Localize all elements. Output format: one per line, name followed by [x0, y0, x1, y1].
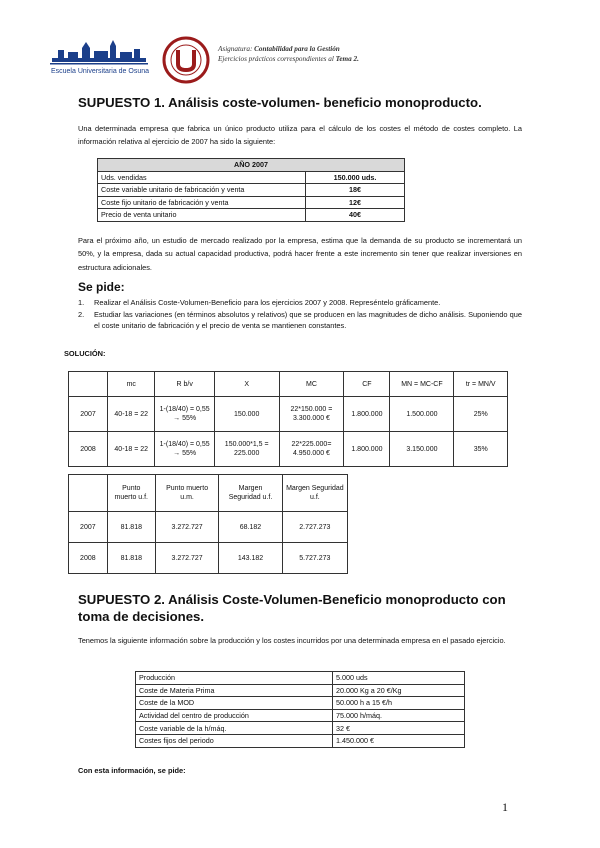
- solution-label: SOLUCIÓN:: [64, 349, 106, 358]
- s1-asks-title: Se pide:: [78, 280, 125, 294]
- subject-name: Contabilidad para la Gestión: [254, 45, 340, 53]
- cell: 25%: [454, 397, 508, 432]
- header-cell: X: [214, 372, 279, 397]
- solution-table-2: [68, 474, 348, 574]
- header-cell: Punto muerto u.f.: [107, 475, 155, 512]
- table-row: [98, 171, 405, 184]
- s1-paragraph: Para el próximo año, un estudio de mercado realizado por la empresa, estima que la demanda de su producto se incrementará un 50%, y la empresa, dada su actual capacidad productiva, podrá hacer frente a este incremento sin tener que realizar inversiones en estructura adicionales.: [78, 236, 522, 272]
- cell: 1-(18/40) = 0,55 → 55%: [155, 397, 214, 432]
- cell: 5.000 uds: [333, 672, 465, 685]
- header-cell: MC: [279, 372, 344, 397]
- cell: 1.800.000: [344, 432, 390, 467]
- header-cell: R b/v: [155, 372, 214, 397]
- table-header-row: [69, 372, 508, 397]
- cell: 75.000 h/máq.: [333, 709, 465, 722]
- cell: 5.727.273: [282, 543, 347, 574]
- table-row: [98, 196, 405, 209]
- cell: Coste fijo unitario de fabricación y venta: [98, 196, 306, 209]
- header-cell: [69, 372, 108, 397]
- cell: Precio de venta unitario: [98, 209, 306, 222]
- topic-name: Tema 2.: [335, 55, 359, 63]
- cell: Coste de Materia Prima: [136, 684, 333, 697]
- logo1-caption: Escuela Universitaria de Osuna: [50, 68, 150, 75]
- table-row: [69, 543, 348, 574]
- table-row: [136, 722, 465, 735]
- s1-table-header: AÑO 2007: [98, 159, 405, 172]
- table-row: [136, 684, 465, 697]
- table-row: [98, 209, 405, 222]
- page-number: 1: [502, 800, 508, 814]
- cell: 1.500.000: [390, 397, 454, 432]
- cell: 40€: [306, 209, 405, 222]
- cell: 3.272.727: [155, 543, 218, 574]
- cell: 1.450.000 €: [333, 734, 465, 747]
- list-text: Realizar el Análisis Coste-Volumen-Beneficio para los ejercicios 2007 y 2008. Represéntelo gráficamente.: [94, 298, 441, 307]
- cell: 40-18 = 22: [108, 432, 155, 467]
- table-row: [136, 709, 465, 722]
- cell: 2007: [69, 397, 108, 432]
- cell: Producción: [136, 672, 333, 685]
- header-cell: tr = MN/V: [454, 372, 508, 397]
- header-cell: mc: [108, 372, 155, 397]
- table-row: [136, 672, 465, 685]
- table-header-row: [69, 475, 348, 512]
- cell: 150.000 uds.: [306, 171, 405, 184]
- list-number: 1.: [78, 298, 85, 307]
- table-row: [98, 184, 405, 197]
- cell: 143.182: [219, 543, 282, 574]
- escuela-osuna-logo: [48, 40, 150, 84]
- cell: Coste variable unitario de fabricación y venta: [98, 184, 306, 197]
- header-cell: Margen Seguridad u.f.: [282, 475, 347, 512]
- subject-label: Asignatura:: [218, 45, 253, 53]
- exercises-label: Ejercicios prácticos correspondientes al: [218, 55, 334, 63]
- s1-title: SUPUESTO 1. Análisis coste-volumen- beneficio monoproducto.: [78, 95, 482, 110]
- header-text: [218, 44, 359, 64]
- s2-closing: Con esta información, se pide:: [78, 766, 186, 775]
- cell: 81.818: [107, 512, 155, 543]
- cell: 3.150.000: [390, 432, 454, 467]
- cell: Actividad del centro de producción: [136, 709, 333, 722]
- cell: 81.818: [107, 543, 155, 574]
- s1-intro: Una determinada empresa que fabrica un único producto utiliza para el cálculo de los costes el método de costes completo. La información relativa al ejercicio de 2007 ha sido la siguiente:: [78, 124, 522, 147]
- cell: 2008: [69, 543, 108, 574]
- cell: 22*150.000 = 3.300.000 €: [279, 397, 344, 432]
- cell: Uds. vendidas: [98, 171, 306, 184]
- cell: 1-(18/40) = 0,55 → 55%: [155, 432, 214, 467]
- cell: 2.727.273: [282, 512, 347, 543]
- cell: 1.800.000: [344, 397, 390, 432]
- list-number: 2.: [78, 310, 85, 319]
- s2-title: SUPUESTO 2. Análisis Coste-Volumen-Beneficio monoproducto con toma de decisiones.: [78, 592, 506, 624]
- cell: Coste variable de la h/máq.: [136, 722, 333, 735]
- cell: Costes fijos del periodo: [136, 734, 333, 747]
- s1-ask-2: [78, 309, 522, 331]
- universidad-sevilla-seal: [160, 36, 212, 84]
- cell: 50.000 h a 15 €/h: [333, 697, 465, 710]
- cell: 150.000*1,5 = 225.000: [214, 432, 279, 467]
- solution-table-1: [68, 371, 508, 467]
- cell: Coste de la MOD: [136, 697, 333, 710]
- s1-ask-1: [78, 297, 522, 308]
- s2-data-table: [135, 671, 465, 748]
- table-row: [136, 734, 465, 747]
- cell: 68.182: [219, 512, 282, 543]
- cell: 12€: [306, 196, 405, 209]
- header-cell: Margen Seguridad u.f.: [219, 475, 282, 512]
- header-cell: CF: [344, 372, 390, 397]
- cell: 35%: [454, 432, 508, 467]
- cell: 150.000: [214, 397, 279, 432]
- cell: 32 €: [333, 722, 465, 735]
- header-cell: [69, 475, 108, 512]
- s1-data-table: [97, 158, 405, 222]
- cell: 2007: [69, 512, 108, 543]
- list-text: Estudiar las variaciones (en términos absolutos y relativos) que se producen en las magnitudes de dicho análisis. Suponiendo que el coste unitario de fabricación y el precio de venta se mantienen constantes.: [94, 310, 522, 330]
- cell: 20.000 Kg a 20 €/Kg: [333, 684, 465, 697]
- table-row: [69, 512, 348, 543]
- header-cell: Punto muerto u.m.: [155, 475, 218, 512]
- table-row: [69, 397, 508, 432]
- table-row: [69, 432, 508, 467]
- header-cell: MN = MC-CF: [390, 372, 454, 397]
- cell: 2008: [69, 432, 108, 467]
- cell: 18€: [306, 184, 405, 197]
- s2-intro: Tenemos la siguiente información sobre la producción y los costes incurridos por una determinada empresa en el pasado ejercicio.: [78, 636, 506, 645]
- cell: 40-18 = 22: [108, 397, 155, 432]
- table-row: [136, 697, 465, 710]
- cell: 22*225.000= 4.950.000 €: [279, 432, 344, 467]
- cell: 3.272.727: [155, 512, 218, 543]
